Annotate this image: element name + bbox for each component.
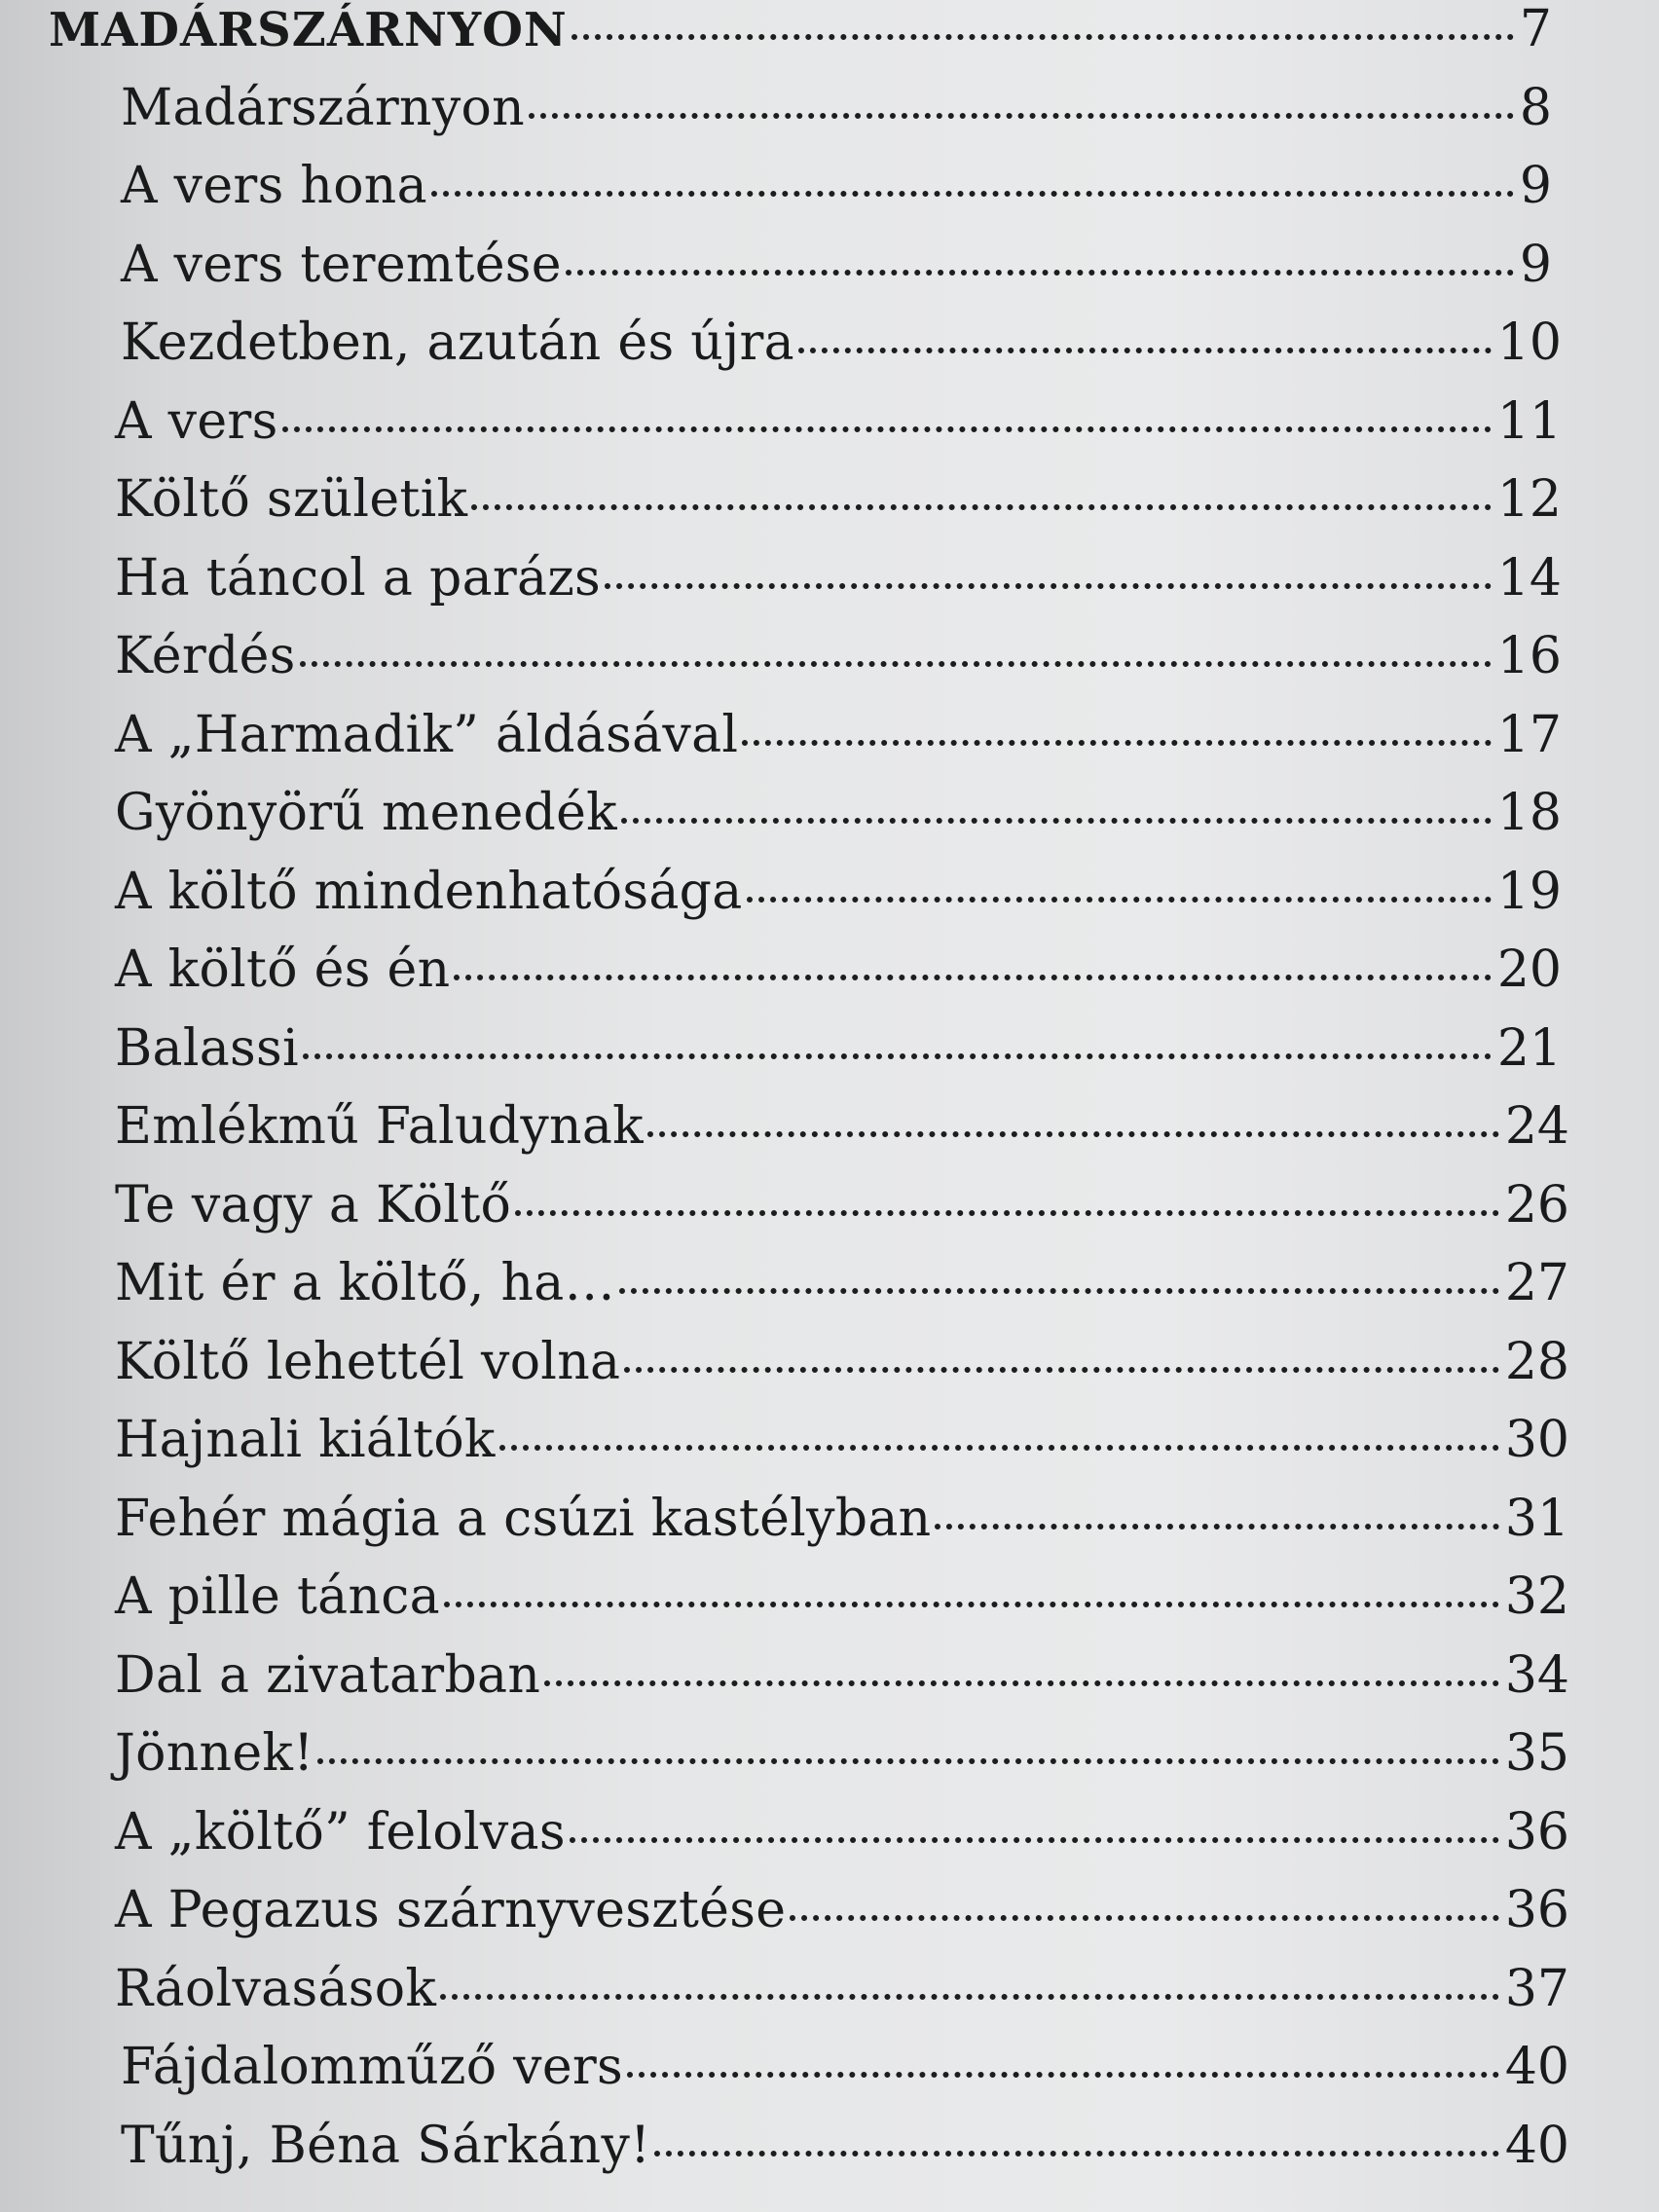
dot-leader — [544, 1680, 1499, 1686]
toc-entry — [115, 1803, 1569, 1871]
dot-leader — [431, 191, 1514, 197]
toc-entry-page-number: 8 — [1519, 78, 1552, 137]
toc-entry-title: Fehér mágia a csúzi kastélyban — [115, 1489, 932, 1548]
toc-entry-title: Dal a zivatarban — [115, 1645, 541, 1705]
toc-entry-page-number: 16 — [1496, 627, 1562, 685]
toc-entry — [115, 1411, 1569, 1479]
toc-entry — [115, 706, 1562, 774]
toc-entry-title: Jönnek! — [115, 1724, 314, 1783]
dot-leader — [566, 270, 1514, 276]
dot-leader — [571, 34, 1514, 40]
toc-entry-page-number: 20 — [1496, 940, 1562, 999]
toc-entry-title: A vers — [115, 391, 278, 451]
toc-entry-title: Hajnali kiáltók — [115, 1411, 496, 1469]
toc-entry-title: Tűnj, Béna Sárkány! — [121, 2116, 651, 2175]
toc-entry-title: Fájdalomműző vers — [121, 2038, 624, 2096]
toc-entry-page-number: 24 — [1504, 1097, 1569, 1156]
toc-entry-page-number: 26 — [1504, 1175, 1569, 1235]
dot-leader — [742, 740, 1492, 746]
dot-leader — [647, 1131, 1499, 1137]
dot-leader — [654, 2151, 1499, 2157]
dot-leader — [529, 113, 1514, 119]
dot-leader — [499, 1445, 1499, 1451]
dot-leader — [747, 897, 1492, 903]
dot-leader — [798, 348, 1492, 353]
dot-leader — [605, 583, 1492, 589]
toc-entry-title: Ráolvasások — [115, 1959, 437, 2018]
toc-entry — [115, 863, 1562, 931]
toc-entry — [115, 392, 1562, 461]
toc-entry — [121, 79, 1552, 147]
toc-entry-page-number: 19 — [1496, 862, 1562, 921]
toc-entry-page-number: 14 — [1496, 548, 1562, 608]
toc-entry-title: A „költő” felolvas — [115, 1802, 566, 1862]
toc-entry-title: Te vagy a Költő — [115, 1175, 512, 1235]
toc-entry-title: Ha táncol a parázs — [115, 548, 602, 608]
toc-entry-title: Költő lehettél volna — [115, 1332, 621, 1391]
toc-entry-title: Balassi — [115, 1018, 299, 1078]
toc-entry-page-number: 27 — [1504, 1254, 1569, 1312]
toc-entry-title: A „Harmadik” áldásával — [115, 705, 739, 764]
toc-entry-page-number: 9 — [1519, 157, 1552, 215]
toc-entry-page-number: 32 — [1504, 1567, 1569, 1626]
dot-leader — [300, 661, 1492, 667]
toc-entry-page-number: 11 — [1496, 391, 1562, 451]
dot-leader — [621, 818, 1492, 824]
dot-leader — [454, 975, 1491, 980]
toc-entry-title: A vers teremtése — [121, 235, 562, 294]
toc-entry-title: Mit ér a költő, ha… — [115, 1254, 615, 1312]
dot-leader — [303, 1053, 1492, 1059]
toc-entry-page-number: 34 — [1504, 1645, 1569, 1705]
dot-leader — [515, 1210, 1499, 1216]
toc-entry — [115, 1254, 1569, 1322]
toc-entry-title: A vers hona — [121, 157, 427, 215]
dot-leader — [619, 1288, 1499, 1294]
toc-entry-page-number: 17 — [1496, 705, 1562, 764]
toc-entry-title: Madárszárnyon — [121, 78, 525, 137]
toc-entry-page-number: 12 — [1496, 470, 1562, 529]
toc-entry — [115, 1646, 1569, 1714]
toc-entry-title: Költő születik — [115, 470, 468, 529]
toc-entry-title: A pille tánca — [115, 1567, 440, 1626]
toc-entry — [115, 1176, 1569, 1244]
dot-leader — [935, 1524, 1498, 1530]
toc-entry-page-number: 40 — [1504, 2116, 1569, 2175]
toc-entry-page-number: 36 — [1504, 1881, 1569, 1939]
toc-entry-title: Kérdés — [115, 627, 296, 685]
toc-entry-title: A költő és én — [115, 940, 451, 999]
toc-entry — [115, 1019, 1562, 1088]
toc-entry-page-number: 31 — [1504, 1489, 1569, 1548]
toc-entry — [121, 313, 1562, 382]
dot-leader — [624, 1367, 1499, 1373]
toc-entry — [115, 1097, 1569, 1165]
toc-entry-page-number: 30 — [1504, 1411, 1569, 1469]
dot-leader — [282, 426, 1492, 432]
toc-entry-title: MADÁRSZÁRNYON — [49, 3, 568, 57]
toc-entry-page-number: 28 — [1504, 1332, 1569, 1391]
toc-entry — [115, 1567, 1569, 1636]
toc-entry — [121, 157, 1552, 225]
toc-entry-page-number: 35 — [1504, 1724, 1569, 1783]
dot-leader — [471, 504, 1491, 510]
toc-entry-title: Kezdetben, azután és újra — [121, 313, 794, 372]
toc-entry — [115, 784, 1562, 852]
toc-entry-title: Gyönyörű menedék — [115, 784, 617, 842]
toc-entry — [115, 549, 1562, 617]
dot-leader — [317, 1758, 1498, 1764]
toc-entry-page-number: 18 — [1496, 784, 1562, 842]
toc-entry — [115, 627, 1562, 695]
toc-entry — [121, 236, 1552, 304]
toc-entry-title: Emlékmű Faludynak — [115, 1097, 644, 1156]
toc-entry — [115, 1333, 1569, 1401]
toc-entry-page-number: 9 — [1519, 235, 1552, 294]
toc-entry-page-number: 40 — [1504, 2038, 1569, 2096]
toc-entry-page-number: 7 — [1519, 0, 1552, 58]
toc-entry-page-number: 36 — [1504, 1802, 1569, 1862]
dot-leader — [440, 1994, 1499, 2000]
toc-entry-page-number: 21 — [1496, 1018, 1562, 1078]
dot-leader — [444, 1602, 1499, 1607]
toc-entry — [121, 2038, 1569, 2106]
toc-entry — [115, 1960, 1569, 2028]
toc-entry — [115, 470, 1562, 538]
toc-entry — [121, 2117, 1569, 2185]
toc-entry — [115, 1881, 1569, 1949]
dot-leader — [790, 1915, 1499, 1921]
toc-entry-page-number: 10 — [1496, 313, 1562, 372]
toc-entry-title: A költő mindenhatósága — [115, 862, 743, 921]
dot-leader — [570, 1837, 1499, 1843]
toc-entry — [115, 940, 1562, 1009]
toc-entry — [115, 1724, 1569, 1792]
toc-entry-page-number: 37 — [1504, 1959, 1569, 2018]
toc-entry — [115, 1490, 1569, 1558]
dot-leader — [627, 2072, 1499, 2078]
toc-entry-title: A Pegazus szárnyvesztése — [115, 1881, 787, 1939]
toc-section-heading — [49, 0, 1552, 68]
